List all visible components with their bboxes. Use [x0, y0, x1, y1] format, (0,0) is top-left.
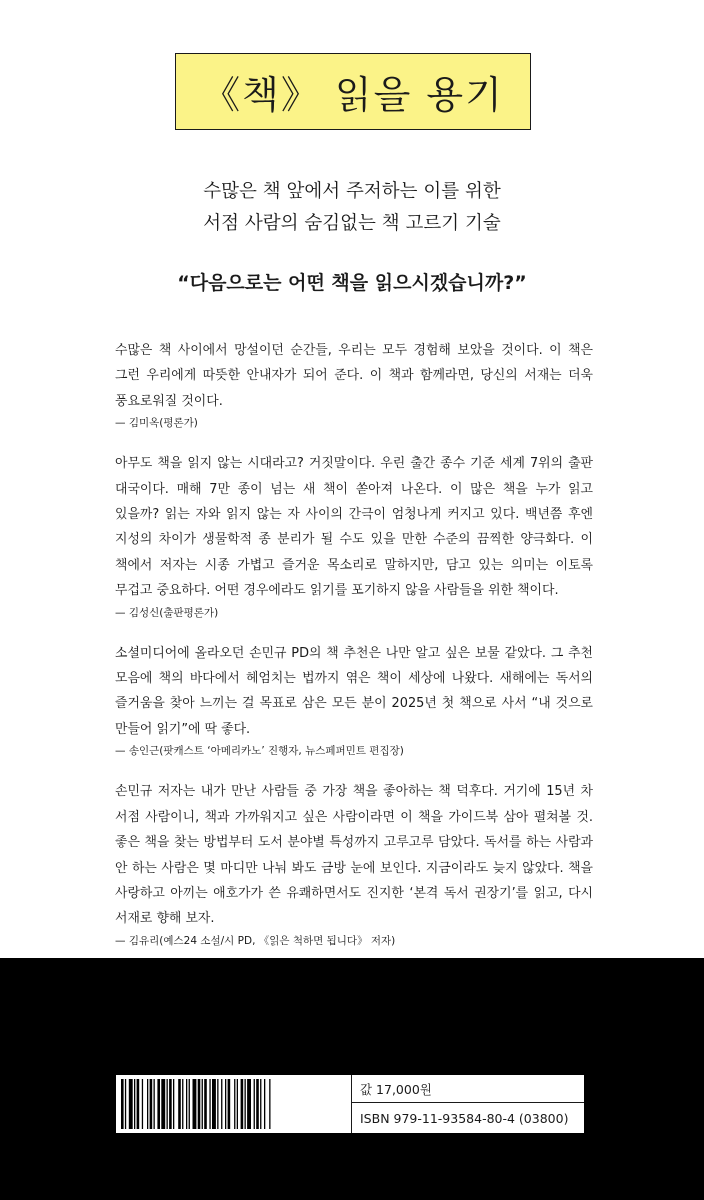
review-2: [115, 451, 593, 620]
price-label: 값 17,000원: [352, 1075, 584, 1103]
review-attribution: — 김미옥(평론가): [115, 417, 198, 430]
review-text: 손민규 저자는 내가 만난 사람들 중 가장 책을 좋아하는 책 덕후다. 거기에 15년 차 서점 사람이니, 책과 가까워지고 싶은 사람이라면 이 책을 가이드북 삼아 펼쳐볼 것. 좋은 책을 찾는 방법부터 도서 분야별 특성까지 고루고루 담았다. 독서를 하는 사람과 안 하는 사람은 몇 마디만 나눠 봐도 금방 눈에 보인다. 지금이라도 늦지 않았다. 책을 사랑하고 아끼는 애호가가 쓴 유쾌하면서도 진지한 ‘본격 독서 권장기’를 읽고, 다시 서재로 향해 보자.: [115, 784, 593, 927]
review-1: [115, 338, 593, 431]
review-text: 아무도 책을 읽지 않는 시대라고? 거짓말이다. 우린 출간 종수 기준 세계 7위의 출판 대국이다. 매해 7만 종이 넘는 새 책이 쏟아져 나온다. 이 많은 책을 누가 읽고 있을까? 읽는 자와 읽지 않는 자 사이의 간극이 엄청나게 커지고 있다. 백년쯤 후엔 지성의 차이가 생물학적 종 분리가 될 수도 있을 만한 수준의 끔찍한 양극화다. 이 책에서 저자는 시종 가볍고 즐거운 목소리로 말하지만, 담고 있는 의미는 이토록 무겁고 중요하다. 어떤 경우에라도 읽기를 포기하지 않을 사람들을 위한 책이다.: [115, 456, 593, 599]
barcode-icon: [118, 1075, 351, 1133]
book-title: 《책》 읽을 용기: [175, 53, 531, 130]
review-attribution: — 김유리(예스24 소설/시 PD, 《읽은 척하면 됩니다》 저자): [115, 934, 396, 947]
price-isbn-panel: [351, 1075, 584, 1133]
review-text: 소셜미디어에 올라오던 손민규 PD의 책 추천은 나만 알고 싶은 보물 같았다. 그 추천 모음에 책의 바다에서 헤엄치는 법까지 엮은 책이 세상에 나왔다. 새해에는 독서의 즐거움을 찾아 느끼는 걸 목표로 삼은 모든 분이 2025년 첫 책으로 사서 “내 것으로 만들어 읽기”에 딱 좋다.: [115, 645, 593, 737]
subtitle-line-2: 서점 사람의 숨김없는 책 고르기 기술: [203, 213, 501, 234]
review-attribution: — 김성신(출판평론가): [115, 606, 219, 619]
barcode-graphic: [118, 1075, 351, 1133]
subtitle: [0, 176, 704, 240]
review-list: [115, 338, 593, 969]
review-text: 수많은 책 사이에서 망설이던 순간들, 우리는 모두 경험해 보았을 것이다. 이 책은 그런 우리에게 따뜻한 안내자가 되어 준다. 이 책과 함께라면, 당신의 서재는 더욱 풍요로워질 것이다.: [115, 343, 593, 409]
review-attribution: — 송인근(팟캐스트 ‘아메리카노’ 진행자, 뉴스페퍼민트 편집장): [115, 745, 404, 758]
isbn-label: ISBN 979-11-93584-80-4 (03800): [360, 1110, 569, 1126]
headline-quote: “다음으로는 어떤 책을 읽으시겠습니까?”: [177, 272, 527, 294]
barcode-box: [116, 1075, 584, 1133]
subtitle-line-1: 수많은 책 앞에서 주저하는 이를 위한: [203, 181, 501, 202]
review-4: [115, 779, 593, 948]
review-3: [115, 641, 593, 760]
